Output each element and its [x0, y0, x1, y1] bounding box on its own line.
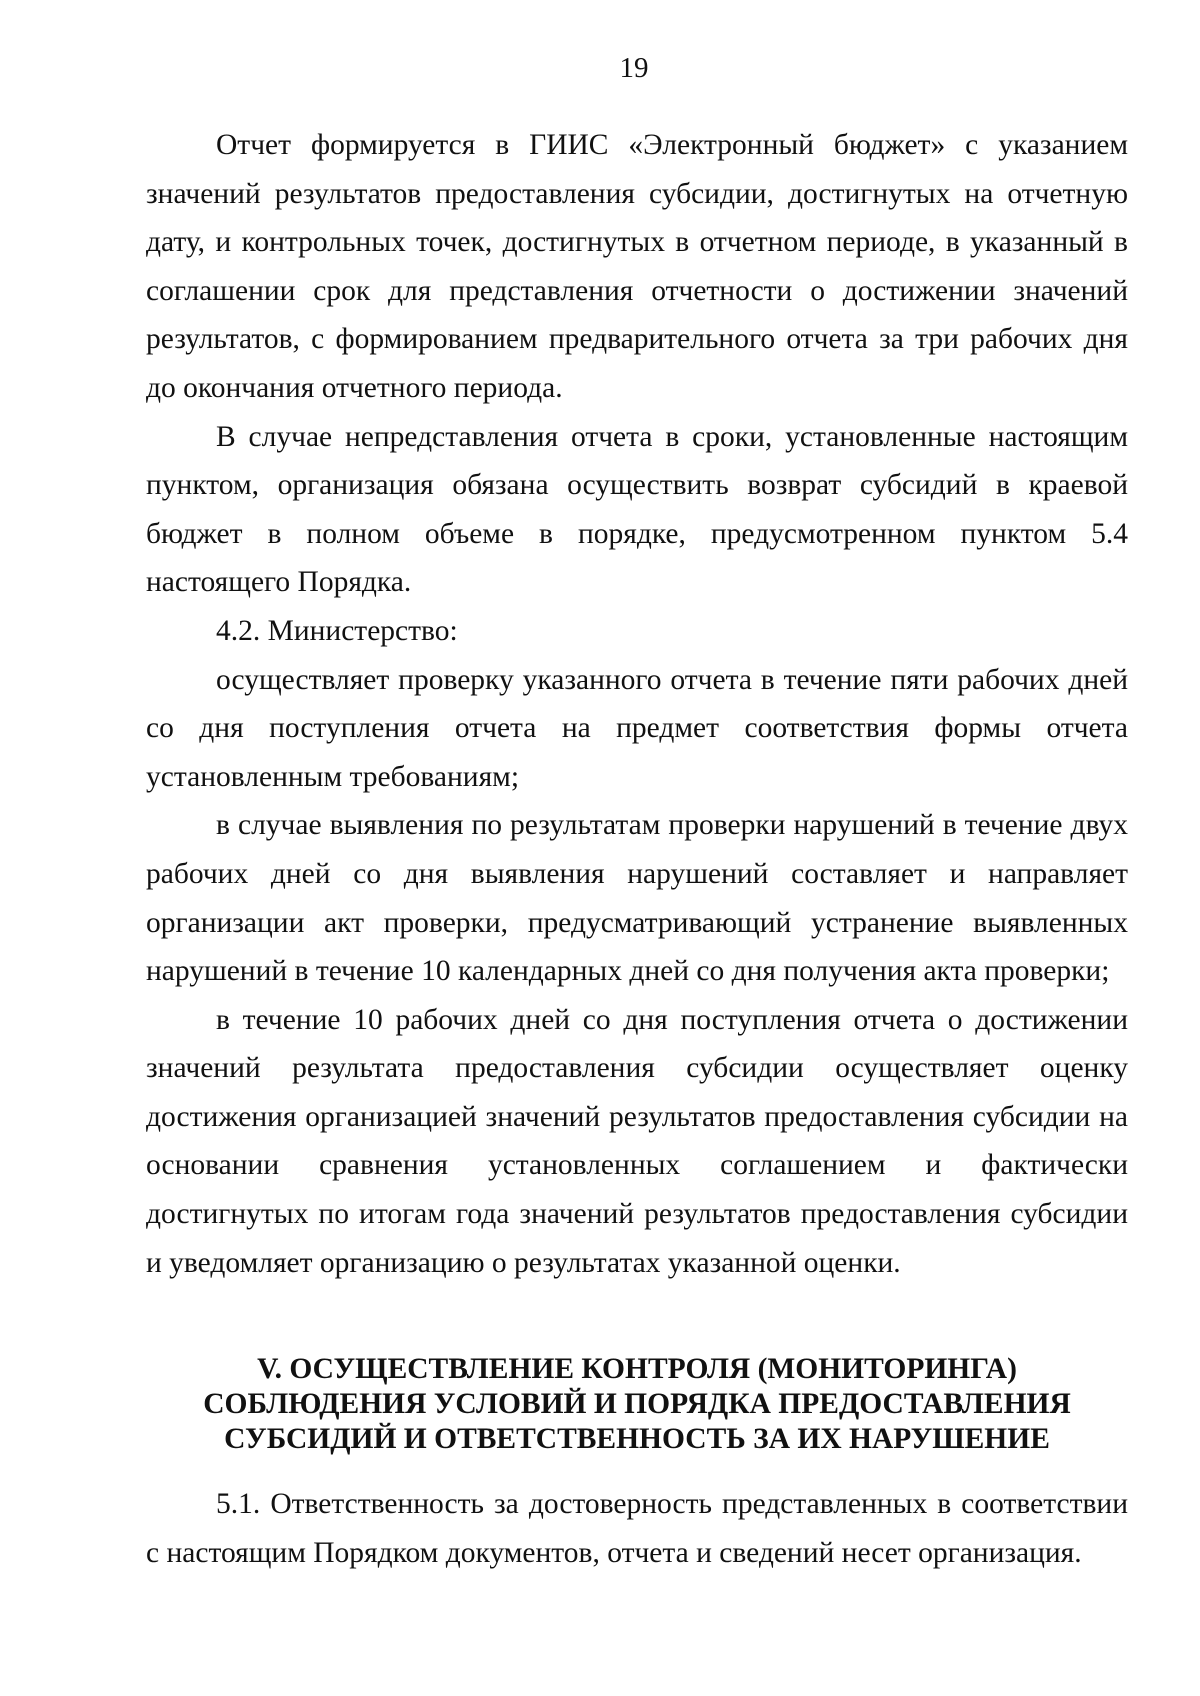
body-text — [146, 121, 1128, 1287]
paragraph-report-check: осуществляет проверку указанного отчета в течение пяти рабочих дней со дня поступления отчета на предмет соответствия формы отчета установленным требованиям; — [146, 663, 1128, 793]
paragraph-violations: в случае выявления по результатам проверки нарушений в течение двух рабочих дней со дня выявления нарушений составляет и направляет организации акт проверки, предусматривающий устранение выявленных нарушений в течение 10 календарных дней со дня получения акта проверки; — [146, 809, 1128, 988]
section-heading-line-3: СУБСИДИЙ И ОТВЕТСТВЕННОСТЬ ЗА ИХ НАРУШЕНИЕ — [224, 1423, 1050, 1455]
paragraph-responsibility: 5.1. Ответственность за достоверность представленных в соответствии с настоящим Порядком документов, отчета и сведений несет организация. — [146, 1488, 1128, 1569]
section-heading-line-2: СОБЛЮДЕНИЯ УСЛОВИЙ И ПОРЯДКА ПРЕДОСТАВЛЕНИЯ — [203, 1388, 1071, 1420]
paragraph-evaluation: в течение 10 рабочих дней со дня поступления отчета о достижении значений результата предоставления субсидии осуществляет оценку достижения организацией значений результатов предоставления субсидии на основании сравнения установленных соглашением и фактически достигнутых по итогам года значений результатов предоставления субсидии и уведомляет организацию о результатах указанной оценки. — [146, 1003, 1128, 1279]
section-heading-line-1: V. ОСУЩЕСТВЛЕНИЕ КОНТРОЛЯ (МОНИТОРИНГА) — [257, 1353, 1017, 1385]
section-heading — [146, 1352, 1128, 1457]
section-body-text — [146, 1480, 1128, 1577]
page-number: 19 — [619, 52, 649, 84]
paragraph-non-submission: В случае непредставления отчета в сроки, установленные настоящим пунктом, организация обязана осуществить возврат субсидий в краевой бюджет в полном объеме в порядке, предусмотренном пунктом 5.4 настоящего Порядка. — [146, 420, 1128, 599]
paragraph-report-formation: Отчет формируется в ГИИС «Электронный бюджет» с указанием значений результатов предоставления субсидии, достигнутых на отчетную дату, и контрольных точек, достигнутых в отчетном периоде, в указанный в соглашении срок для представления отчетности о достижении значений результатов, с формированием предварительного отчета за три рабочих дня до окончания отчетного периода. — [146, 129, 1128, 404]
paragraph-ministry-heading: 4.2. Министерство: — [216, 614, 458, 647]
